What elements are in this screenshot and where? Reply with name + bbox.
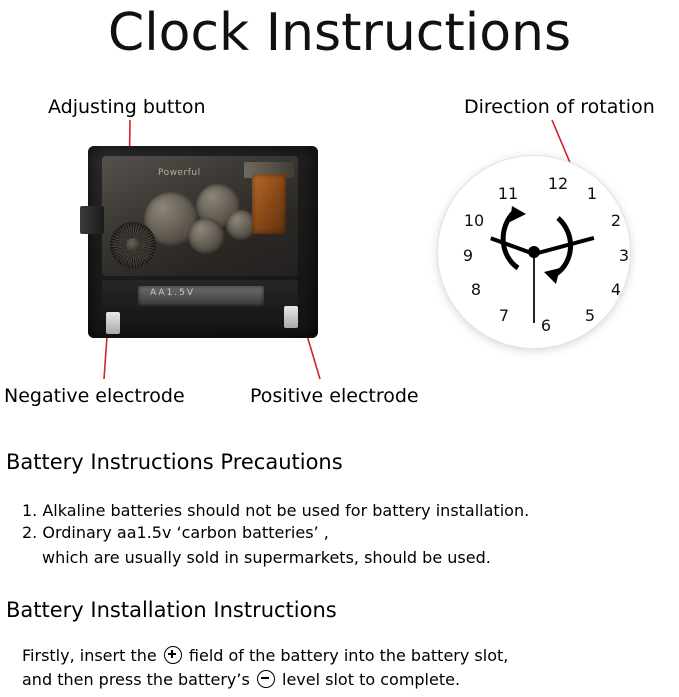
label-positive-electrode: Positive electrode xyxy=(250,385,419,407)
clock-numeral-2: 2 xyxy=(610,211,622,230)
clock-numeral-11: 11 xyxy=(497,184,519,203)
rotation-arrow-icon xyxy=(438,156,630,348)
clock-numeral-8: 8 xyxy=(470,280,482,299)
installation-step-2-before: and then press the battery’s xyxy=(22,670,250,689)
positive-terminal xyxy=(284,306,298,328)
battery-size-text: AA1.5V xyxy=(150,288,196,298)
battery-bay xyxy=(102,280,298,328)
battery-precaution-2-continued: which are usually sold in supermarkets, should be used. xyxy=(42,548,491,567)
minus-symbol-icon xyxy=(257,670,275,688)
installation-step-2 xyxy=(22,670,460,689)
installation-step-1-before: Firstly, insert the xyxy=(22,646,157,665)
clock-numeral-6: 6 xyxy=(540,316,552,335)
movement-brand-text: Powerful xyxy=(158,168,201,178)
clock-numeral-3: 3 xyxy=(618,246,630,265)
label-adjusting-button: Adjusting button xyxy=(48,96,206,118)
instruction-diagram xyxy=(0,82,679,432)
clock-numeral-4: 4 xyxy=(610,280,622,299)
installation-step-1 xyxy=(22,646,508,665)
clock-numeral-10: 10 xyxy=(463,211,485,230)
battery-precaution-2: 2. Ordinary aa1.5v ‘carbon batteries’ , xyxy=(22,523,329,542)
label-negative-electrode: Negative electrode xyxy=(4,385,185,407)
clock-numeral-1: 1 xyxy=(586,184,598,203)
clock-numeral-9: 9 xyxy=(462,246,474,265)
plus-symbol-icon xyxy=(164,646,182,664)
clock-numeral-7: 7 xyxy=(498,306,510,325)
gear-small-icon xyxy=(188,218,224,254)
installation-step-2-after: level slot to complete. xyxy=(282,670,461,689)
installation-step-1-after: field of the battery into the battery slot, xyxy=(188,646,509,665)
clock-face xyxy=(438,156,630,348)
movement-shaft xyxy=(80,206,104,234)
adjusting-knob-center xyxy=(126,238,140,252)
battery-installation-heading: Battery Installation Instructions xyxy=(6,598,337,622)
page-title: Clock Instructions xyxy=(107,3,572,63)
clock-numeral-5: 5 xyxy=(584,306,596,325)
clock-numeral-12: 12 xyxy=(547,174,569,193)
negative-terminal xyxy=(106,312,120,334)
copper-coil xyxy=(252,174,286,234)
battery-instructions-heading: Battery Instructions Precautions xyxy=(6,450,343,474)
clock-movement-illustration xyxy=(88,146,318,338)
label-direction-of-rotation: Direction of rotation xyxy=(464,96,655,118)
battery-precaution-1: 1. Alkaline batteries should not be used for battery installation. xyxy=(22,501,530,520)
